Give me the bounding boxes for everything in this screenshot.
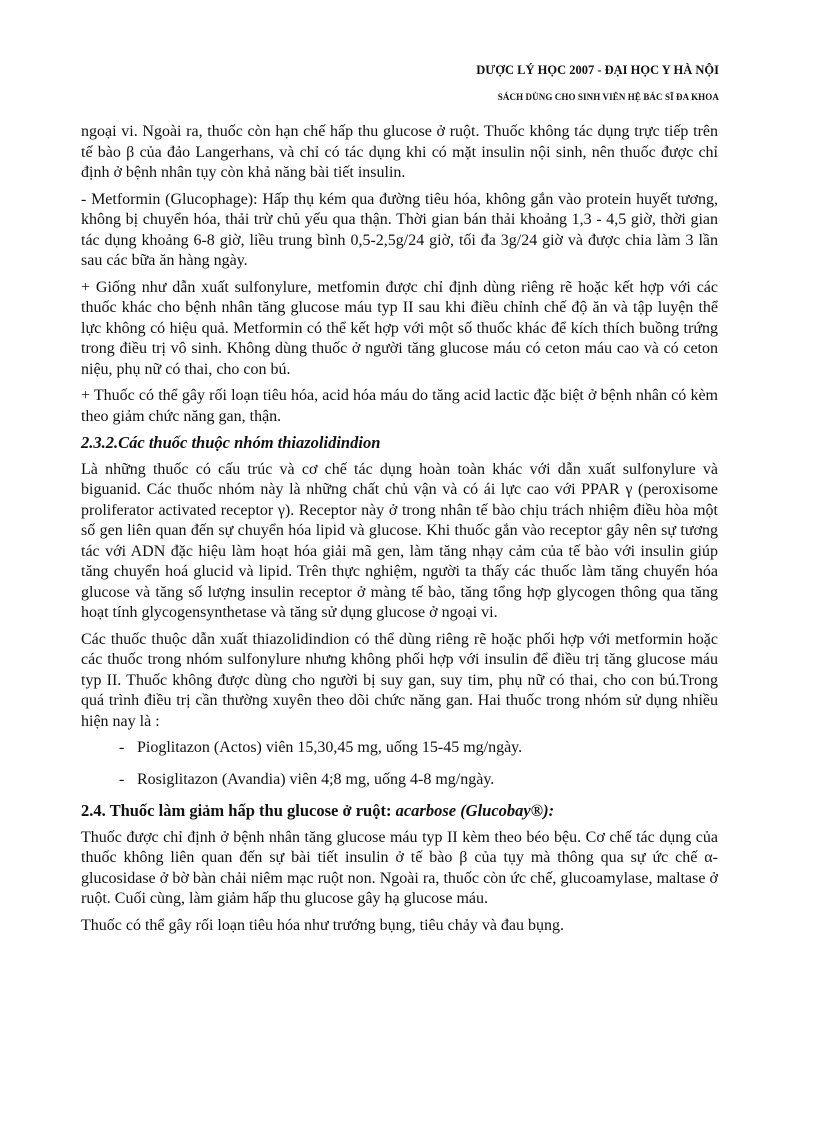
header-title: DƯỢC LÝ HỌC 2007 - ĐẠI HỌC Y HÀ NỘI (476, 63, 719, 77)
paragraph-thiazo-usage: Các thuốc thuộc dẫn xuất thiazolidindion có thể dùng riêng rẽ hoặc phối hợp với metformin hoặc các thuốc trong nhóm sulfonylure nhưng không phối hợp với insulin để điều trị tăng glucose máu typ II. Thuốc không được dùng cho người bị suy gan, suy tim, phụ nữ có thai, cho con bú.Trong quá trình điều trị cần thường xuyên theo dõi chức năng gan. Hai thuốc trong nhóm sử dụng nhiều hiện nay là : (81, 630, 718, 730)
paragraph-metformin-indication: + Giống như dẫn xuất sulfonylure, metfomin được chỉ định dùng riêng rẽ hoặc kết hợp với các thuốc khác cho bệnh nhân tăng glucose máu typ II sau khi điều chỉnh chế độ ăn và tập luyện thể lực không có hiệu quả. Metformin có thể kết hợp với một số thuốc khác để kích thích buồng trứng trong điều trị vô sinh. Không dùng thuốc ở người tăng glucose máu có ceton máu cao và có ceton niệu, phụ nữ có thai, cho con bú. (81, 278, 718, 378)
section-heading-thiazolidindion: 2.3.2.Các thuốc thuộc nhóm thiazolidindion (81, 433, 381, 452)
section-heading-acarbose (81, 801, 718, 822)
paragraph-thiazo-mechanism: Là những thuốc có cấu trúc và cơ chế tác dụng hoàn toàn khác với dẫn xuất sulfonylure và biguanid. Các thuốc nhóm này là những chất chủ vận và có ái lực cao với PPAR γ (peroxisome proliferator activated receptor γ). Receptor này ở trong nhân tế bào chịu trách nhiệm điều hòa một số gen liên quan đến sự chuyển hóa lipid và glucose. Khi thuốc gắn vào receptor gây nên sự tương tác với ADN đặc hiệu làm hoạt hóa giải mã gen, làm tăng nhạy cảm của tế bào với insulin giúp tăng chuyển hoá glucid và lipid. Trên thực nghiệm, người ta thấy các thuốc làm tăng chuyển hóa glucose và tăng số lượng insulin receptor ở màng tế bào, tăng tổng hợp glycogen thông qua tăng hoạt tính glycogensynthetase và tăng sử dụng glucose ở ngoại vi. (81, 460, 718, 621)
paragraph-metformin-adverse: + Thuốc có thể gây rối loạn tiêu hóa, acid hóa máu do tăng acid lactic đặc biệt ở bệnh nhân có kèm theo giảm chức năng gan, thận. (81, 387, 718, 425)
paragraph-intro: ngoại vi. Ngoài ra, thuốc còn hạn chế hấp thu glucose ở ruột. Thuốc không tác dụng trực tiếp trên tế bào β của đảo Langerhans, và chỉ có tác dụng khi có mặt insulin nội sinh, nên thuốc được chỉ định ở bệnh nhân tụy còn khả năng bài tiết insulin. (81, 123, 718, 181)
drug-list (81, 738, 718, 790)
list-item-pioglitazon: - Pioglitazon (Actos) viên 15,30,45 mg, uống 15-45 mg/ngày. (119, 739, 523, 756)
section-heading-main: 2.4. Thuốc làm giảm hấp thu glucose ở ruột: (81, 801, 396, 820)
paragraph-metformin: - Metformin (Glucophage): Hấp thụ kém qua đường tiêu hóa, không gắn vào protein huyết tương, không bị chuyển hóa, thải trừ chủ yếu qua thận. Thời gian bán thải khoảng 1,3 - 4,5 giờ, thời gian tác dụng khoảng 6-8 giờ, liều trung bình 0,5-2,5g/24 giờ, tối đa 3g/24 giờ và được chia làm 3 lần sau các bữa ăn hàng ngày. (81, 190, 718, 269)
list-item-text: Pioglitazon (Actos) viên 15,30,45 mg, uống 15-45 mg/ngày. (137, 739, 523, 756)
section-heading-drug: acarbose (Glucobay®): (395, 801, 555, 820)
list-item-text: Rosiglitazon (Avandia) viên 4;8 mg, uống 4-8 mg/ngày. (137, 770, 495, 788)
list-item-rosiglitazon: - Rosiglitazon (Avandia) viên 4;8 mg, uống 4-8 mg/ngày. (119, 770, 495, 788)
paragraph-acarbose-mechanism: Thuốc được chỉ định ở bệnh nhân tăng glucose máu typ II kèm theo béo bệu. Cơ chế tác dụng của thuốc không liên quan đến sự bài tiết insulin ở tế bào β của tụy mà thông qua sự ức chế α- glucosidase ở bờ bàn chải niêm mạc ruột non. Ngoài ra, thuốc còn ức chế, glucoamylase, maltase ở ruột. Cuối cùng, làm giảm hấp thu glucose gây hạ glucose máu. (81, 828, 718, 907)
header-subtitle: SÁCH DÙNG CHO SINH VIÊN HỆ BÁC SĨ ĐA KHOA (497, 92, 719, 102)
document-body (81, 122, 718, 942)
paragraph-acarbose-adverse: Thuốc có thể gây rối loạn tiêu hóa như trướng bụng, tiêu chảy và đau bụng. (81, 916, 565, 934)
